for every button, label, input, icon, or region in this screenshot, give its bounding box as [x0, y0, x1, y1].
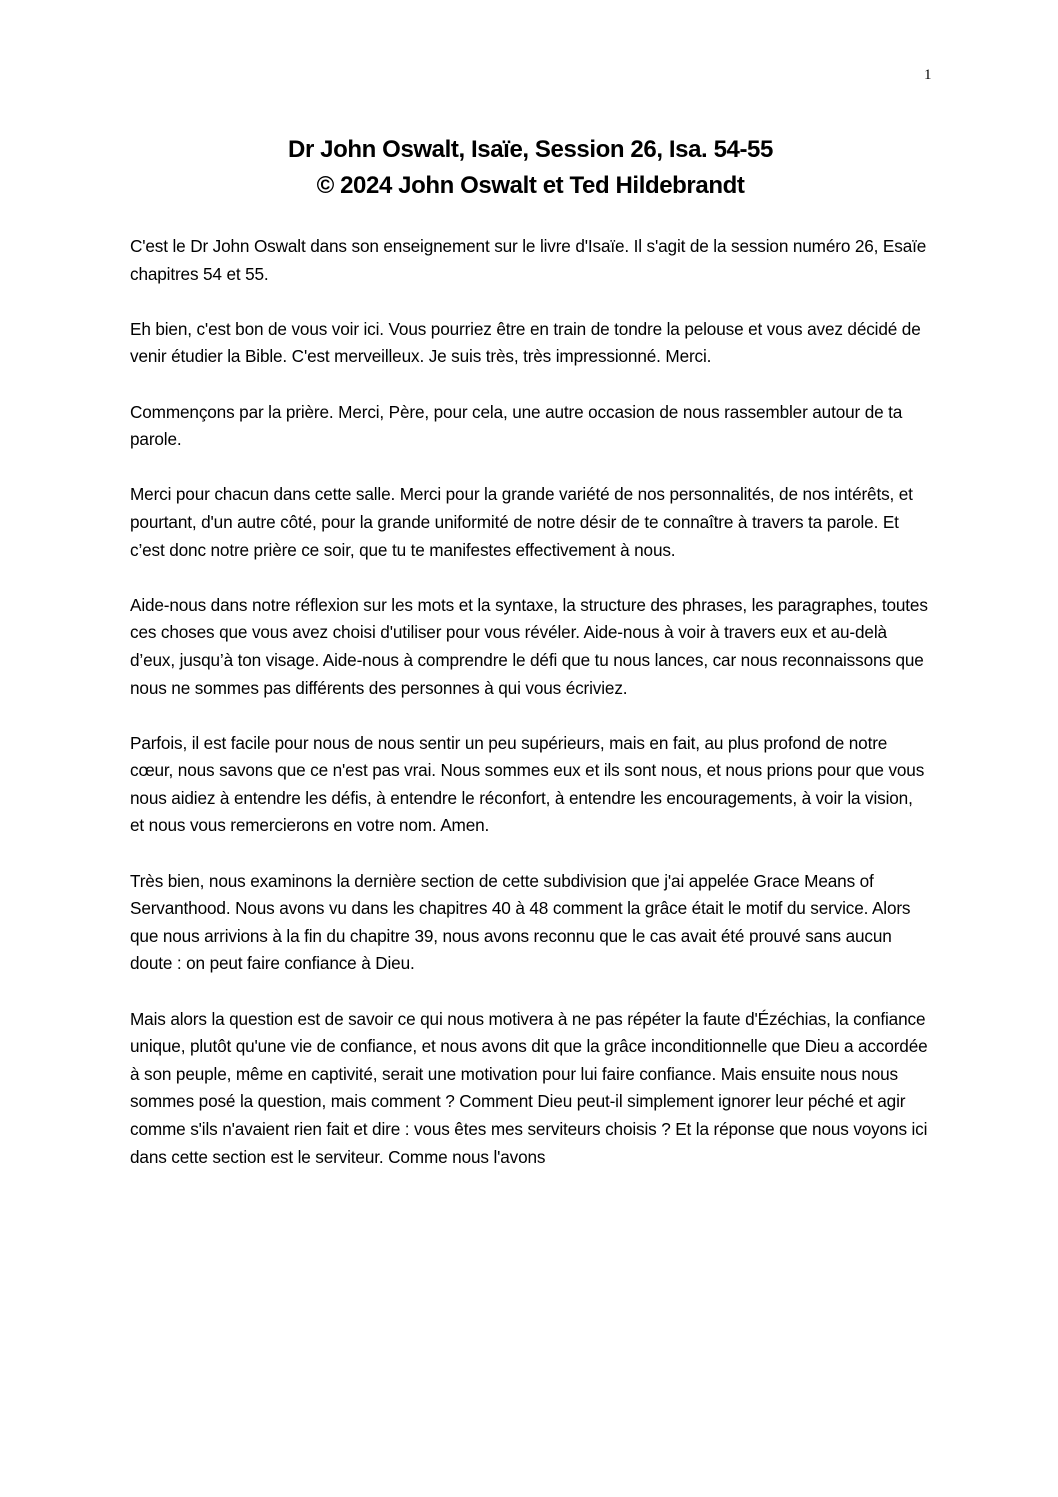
- paragraph: C'est le Dr John Oswalt dans son enseignement sur le livre d'Isaïe. Il s'agit de la session numéro 26, Esaïe chapitres 54 et 55.: [130, 236, 927, 284]
- document-title: [130, 132, 931, 204]
- paragraph: Mais alors la question est de savoir ce qui nous motivera à ne pas répéter la faute d'Ézéchias, la confiance unique, plutôt qu'une vie de confiance, et nous avons dit que la grâce inconditionnelle que Dieu a accordée à son peuple, même en captivité, serait une motivation pour lui faire confiance. Mais ensuite nous nous sommes posé la question, mais comment ? Comment Dieu peut-il simplement ignorer leur péché et agir comme s'ils n'avaient rien fait et dire : vous êtes mes serviteurs choisis ? Et la réponse que nous voyons ici dans cette section est le serviteur. Comme nous l'avons: [130, 1008, 928, 1167]
- paragraph: Commençons par la prière. Merci, Père, pour cela, une autre occasion de nous rassembler autour de ta parole.: [130, 401, 903, 450]
- paragraph: Très bien, nous examinons la dernière section de cette subdivision que j'ai appelée Grace Means of Servanthood. Nous avons vu dans les chapitres 40 à 48 comment la grâce était le motif du service. Alors que nous arrivions à la fin du chapitre 39, nous avons reconnu que le cas avait été prouvé sans aucun doute : on peut faire confiance à Dieu.: [130, 870, 911, 974]
- title-line-1: Dr John Oswalt, Isaïe, Session 26, Isa. 54-55: [288, 136, 773, 163]
- paragraph: Eh bien, c'est bon de vous voir ici. Vous pourriez être en train de tondre la pelouse et vous avez décidé de venir étudier la Bible. C'est merveilleux. Je suis très, très impressionné. Merci.: [130, 318, 921, 367]
- paragraph: Aide-nous dans notre réflexion sur les mots et la syntaxe, la structure des phrases, les paragraphes, toutes ces choses que vous avez choisi d'utiliser pour vous révéler. Aide-nous à voir à travers eux et au-delà d’eux, jusqu’à ton visage. Aide-nous à comprendre le défi que tu nous lances, car nous reconnaissons que nous ne sommes pas différents des personnes à qui vous écriviez.: [130, 594, 928, 698]
- paragraph: Merci pour chacun dans cette salle. Merci pour la grande variété de nos personnalités, de nos intérêts, et pourtant, d'un autre côté, pour la grande uniformité de notre désir de te connaître à travers ta parole. Et c’est donc notre prière ce soir, que tu te manifestes effectivement à nous.: [130, 484, 913, 560]
- title-line-2: © 2024 John Oswalt et Ted Hildebrandt: [316, 172, 745, 199]
- paragraph: Parfois, il est facile pour nous de nous sentir un peu supérieurs, mais en fait, au plus profond de notre cœur, nous savons que ce n'est pas vrai. Nous sommes eux et ils sont nous, et nous prions pour que vous nous aidiez à entendre les défis, à entendre le réconfort, à entendre les encouragements, à voir la vision, et nous vous remercierons en votre nom. Amen.: [130, 732, 925, 836]
- document-body: [130, 233, 930, 1199]
- page-number: 1: [924, 67, 932, 83]
